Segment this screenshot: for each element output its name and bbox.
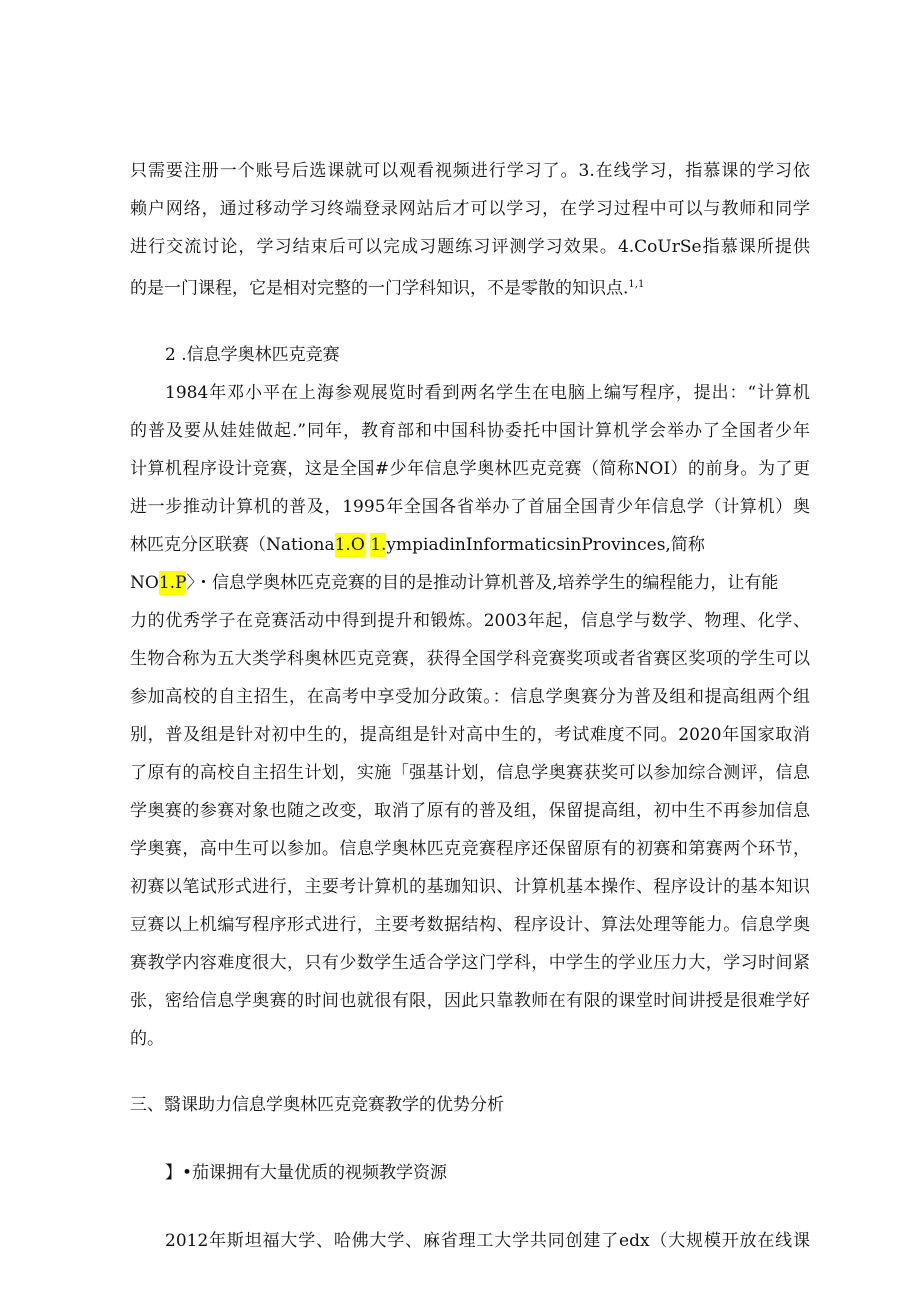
paragraph-line bbox=[130, 572, 810, 594]
paragraph-line: 1984年邓小平在上海参观展览时看到两名学生在电脑上编写程序，提出：“计算机 bbox=[165, 383, 810, 403]
section-heading: 三、翳课助力信息学奥林匹克竞赛教学的优势分析 bbox=[130, 1095, 504, 1115]
paragraph-line: 力的优秀学子在竞赛活动中得到提升和锻炼。2003年起，信息学与数学、物理、化学、 bbox=[130, 611, 810, 631]
paragraph-line: 计算机程序设计竞赛，这是全国#少年信息学奥林匹克竞赛（简称NOI）的前身。为了更 bbox=[130, 459, 810, 479]
paragraph-line: 只需要注册一个账号后选课就可以观看视频进行学习了。3.在线学习，指慕课的学习依 bbox=[130, 161, 810, 181]
paragraph-line: 学奥赛，高中生可以参加。信息学奥林匹克竞赛程序还保留原有的初赛和第赛两个环节， bbox=[130, 839, 810, 859]
paragraph-line: 参加高校的自主招生，在高考中享受加分政策。：信息学奥赛分为普及组和提高组两个组 bbox=[130, 687, 810, 707]
line-text: 〉・信息学奥林匹克竞赛的目的是推动计算机普及,培养学生的编程能力，让有能 bbox=[186, 573, 779, 593]
paragraph-line: 张，密给信息学奥赛的时间也就很有限，因此只靠教师在有限的课堂时间讲授是很难学好 bbox=[130, 991, 810, 1011]
paragraph-line: 了原有的高校自主招生计划，实施「强基计划，信息学奥赛获奖可以参加综合测评，信息 bbox=[130, 763, 810, 783]
paragraph-line: 的普及要从娃娃做起.”同年，教育部和中国科协委托中国计算机学会举办了全国者少年 bbox=[130, 421, 810, 441]
paragraph-line: 进行交流讨论，学习结束后可以完成习题练习评测学习效果。4.CoUrSe指慕课所提供 bbox=[130, 237, 810, 257]
paragraph-line: 的。 bbox=[130, 1029, 164, 1049]
paragraph-line: 初赛以笔试形式进行，主要考计算机的基珈知识、计算机基本操作、程序设计的基本知识 bbox=[130, 877, 810, 897]
paragraph-line: 生物合称为五大类学科奥林匹克竞赛，获得全国学科竞赛奖项或者省赛区奖项的学生可以 bbox=[130, 649, 810, 669]
paragraph-line: 豆赛以上机编写程序形式进行，主要考数据结构、程序设计、算法处理等能力。信息学奥 bbox=[130, 915, 810, 935]
paragraph-line: 2012年斯坦福大学、哈佛大学、麻省理工大学共同创建了edx（大规模开放在线课 bbox=[165, 1231, 810, 1251]
section-heading: 2 .信息学奥林匹克竞赛 bbox=[165, 345, 340, 365]
paragraph-line: 学奥赛的参赛对象也随之改变，取消了原有的普及组，保留提高组，初中生不再参加信息 bbox=[130, 801, 810, 821]
highlighted-text: 1. bbox=[370, 535, 387, 555]
highlighted-text: 1.P bbox=[158, 573, 187, 593]
line-text: 的是一门课程，它是相对完整的一门学科知识，不是零散的知识点. bbox=[130, 278, 629, 299]
subsection-heading: 】•茄课拥有大量优质的视频教学资源 bbox=[165, 1163, 448, 1183]
paragraph-line: 赛教学内容难度很大，只有少数学生适合学这门学科，中学生的学业压力大，学习时间紧 bbox=[130, 953, 810, 973]
highlighted-text: 1.O bbox=[334, 535, 365, 555]
paragraph-line bbox=[130, 534, 810, 556]
line-text: ympiadinInformaticsinProvinces,简称 bbox=[386, 535, 705, 555]
paragraph-line bbox=[130, 274, 810, 300]
reference-mark: 1,1 bbox=[628, 279, 645, 290]
line-text: 林匹克分区联赛（Nationa bbox=[130, 535, 335, 555]
line-text: NO bbox=[130, 573, 159, 593]
paragraph-line: 别，普及组是针对初中生的，提高组是针对高中生的，考试难度不同。2020年国家取消 bbox=[130, 725, 810, 745]
paragraph-line: 赖户网络，通过移动学习终端登录网站后才可以学习，在学习过程中可以与教师和同学 bbox=[130, 199, 810, 219]
paragraph-line: 进一步推动计算机的普及，1995年全国各省举办了首届全国青少年信息学（计算机）奥 bbox=[130, 497, 810, 517]
